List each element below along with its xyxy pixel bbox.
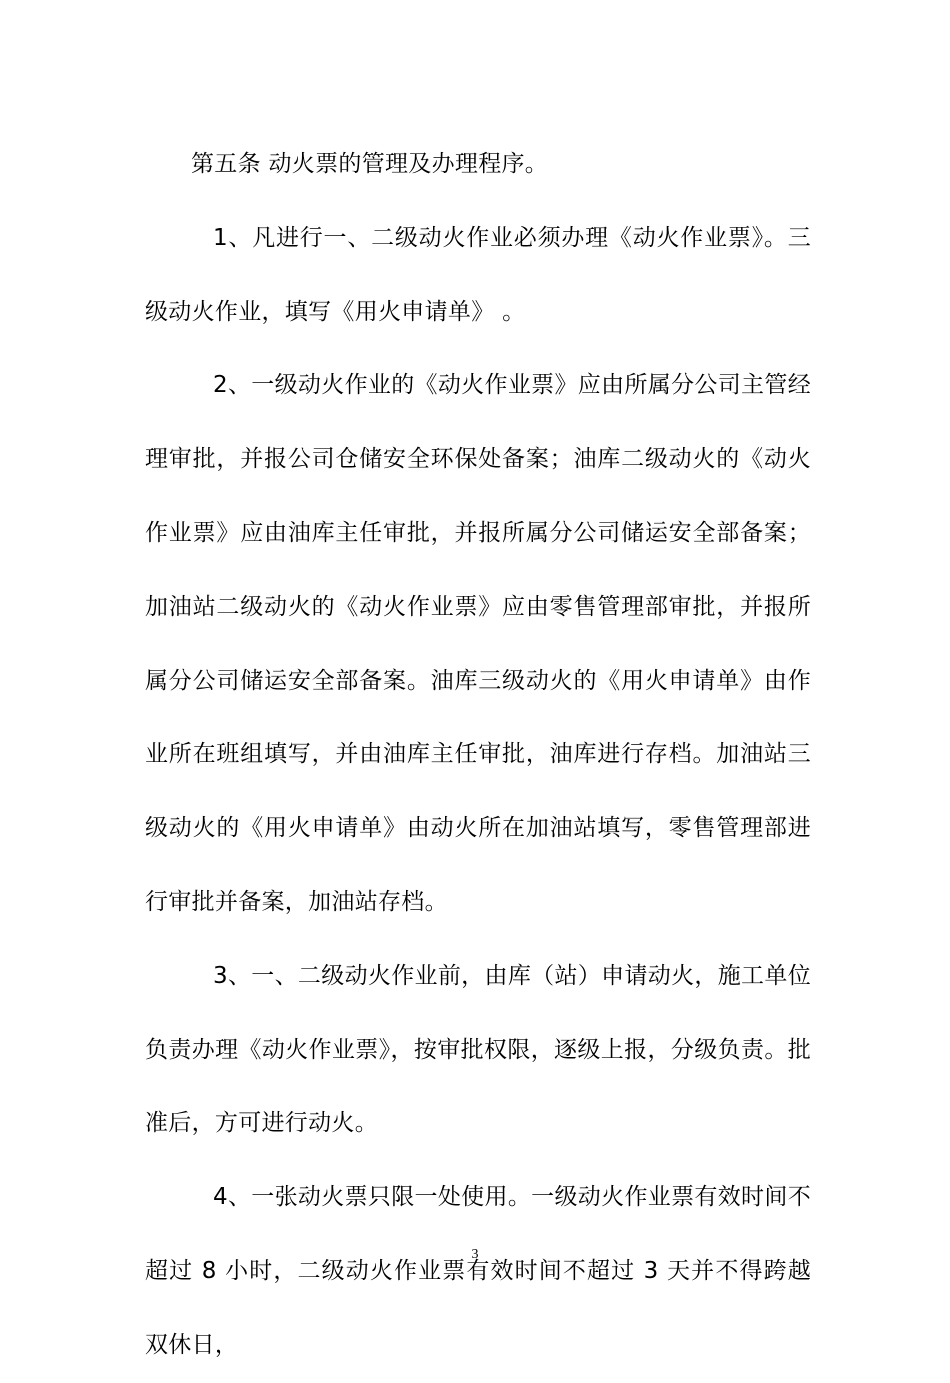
- paragraph-4: 4、一张动火票只限一处使用。一级动火作业票有效时间不超过 8 小时，二级动火作业票有效时间不超过 3 天并不得跨越双休日，: [145, 1184, 811, 1358]
- document-body: [145, 128, 811, 1383]
- paragraph-3: 3、一、二级动火作业前，由库（站）申请动火，施工单位负责办理《动火作业票》，按审批权限，逐级上报，分级负责。批准后，方可进行动火。: [145, 962, 811, 1137]
- article-heading: 第五条 动火票的管理及办理程序。: [191, 151, 549, 177]
- paragraph-2: 2、一级动火作业的《动火作业票》应由所属分公司主管经理审批，并报公司仓储安全环保处备案；油库二级动火的《动火作业票》应由油库主任审批，并报所属分公司储运安全部备案；加油站二级动火的《动火作业票》应由零售管理部审批，并报所属分公司储运安全部备案。油库三级动火的《用火申请单》由作业所在班组填写，并由油库主任审批，油库进行存档。加油站三级动火的《用火申请单》由动火所在加油站填写，零售管理部进行审批并备案，加油站存档。: [145, 372, 811, 915]
- page-number: 3: [471, 1247, 479, 1262]
- paragraph-1: 1、凡进行一、二级动火作业必须办理《动火作业票》。三级动火作业，填写《用火申请单》 。: [145, 224, 811, 325]
